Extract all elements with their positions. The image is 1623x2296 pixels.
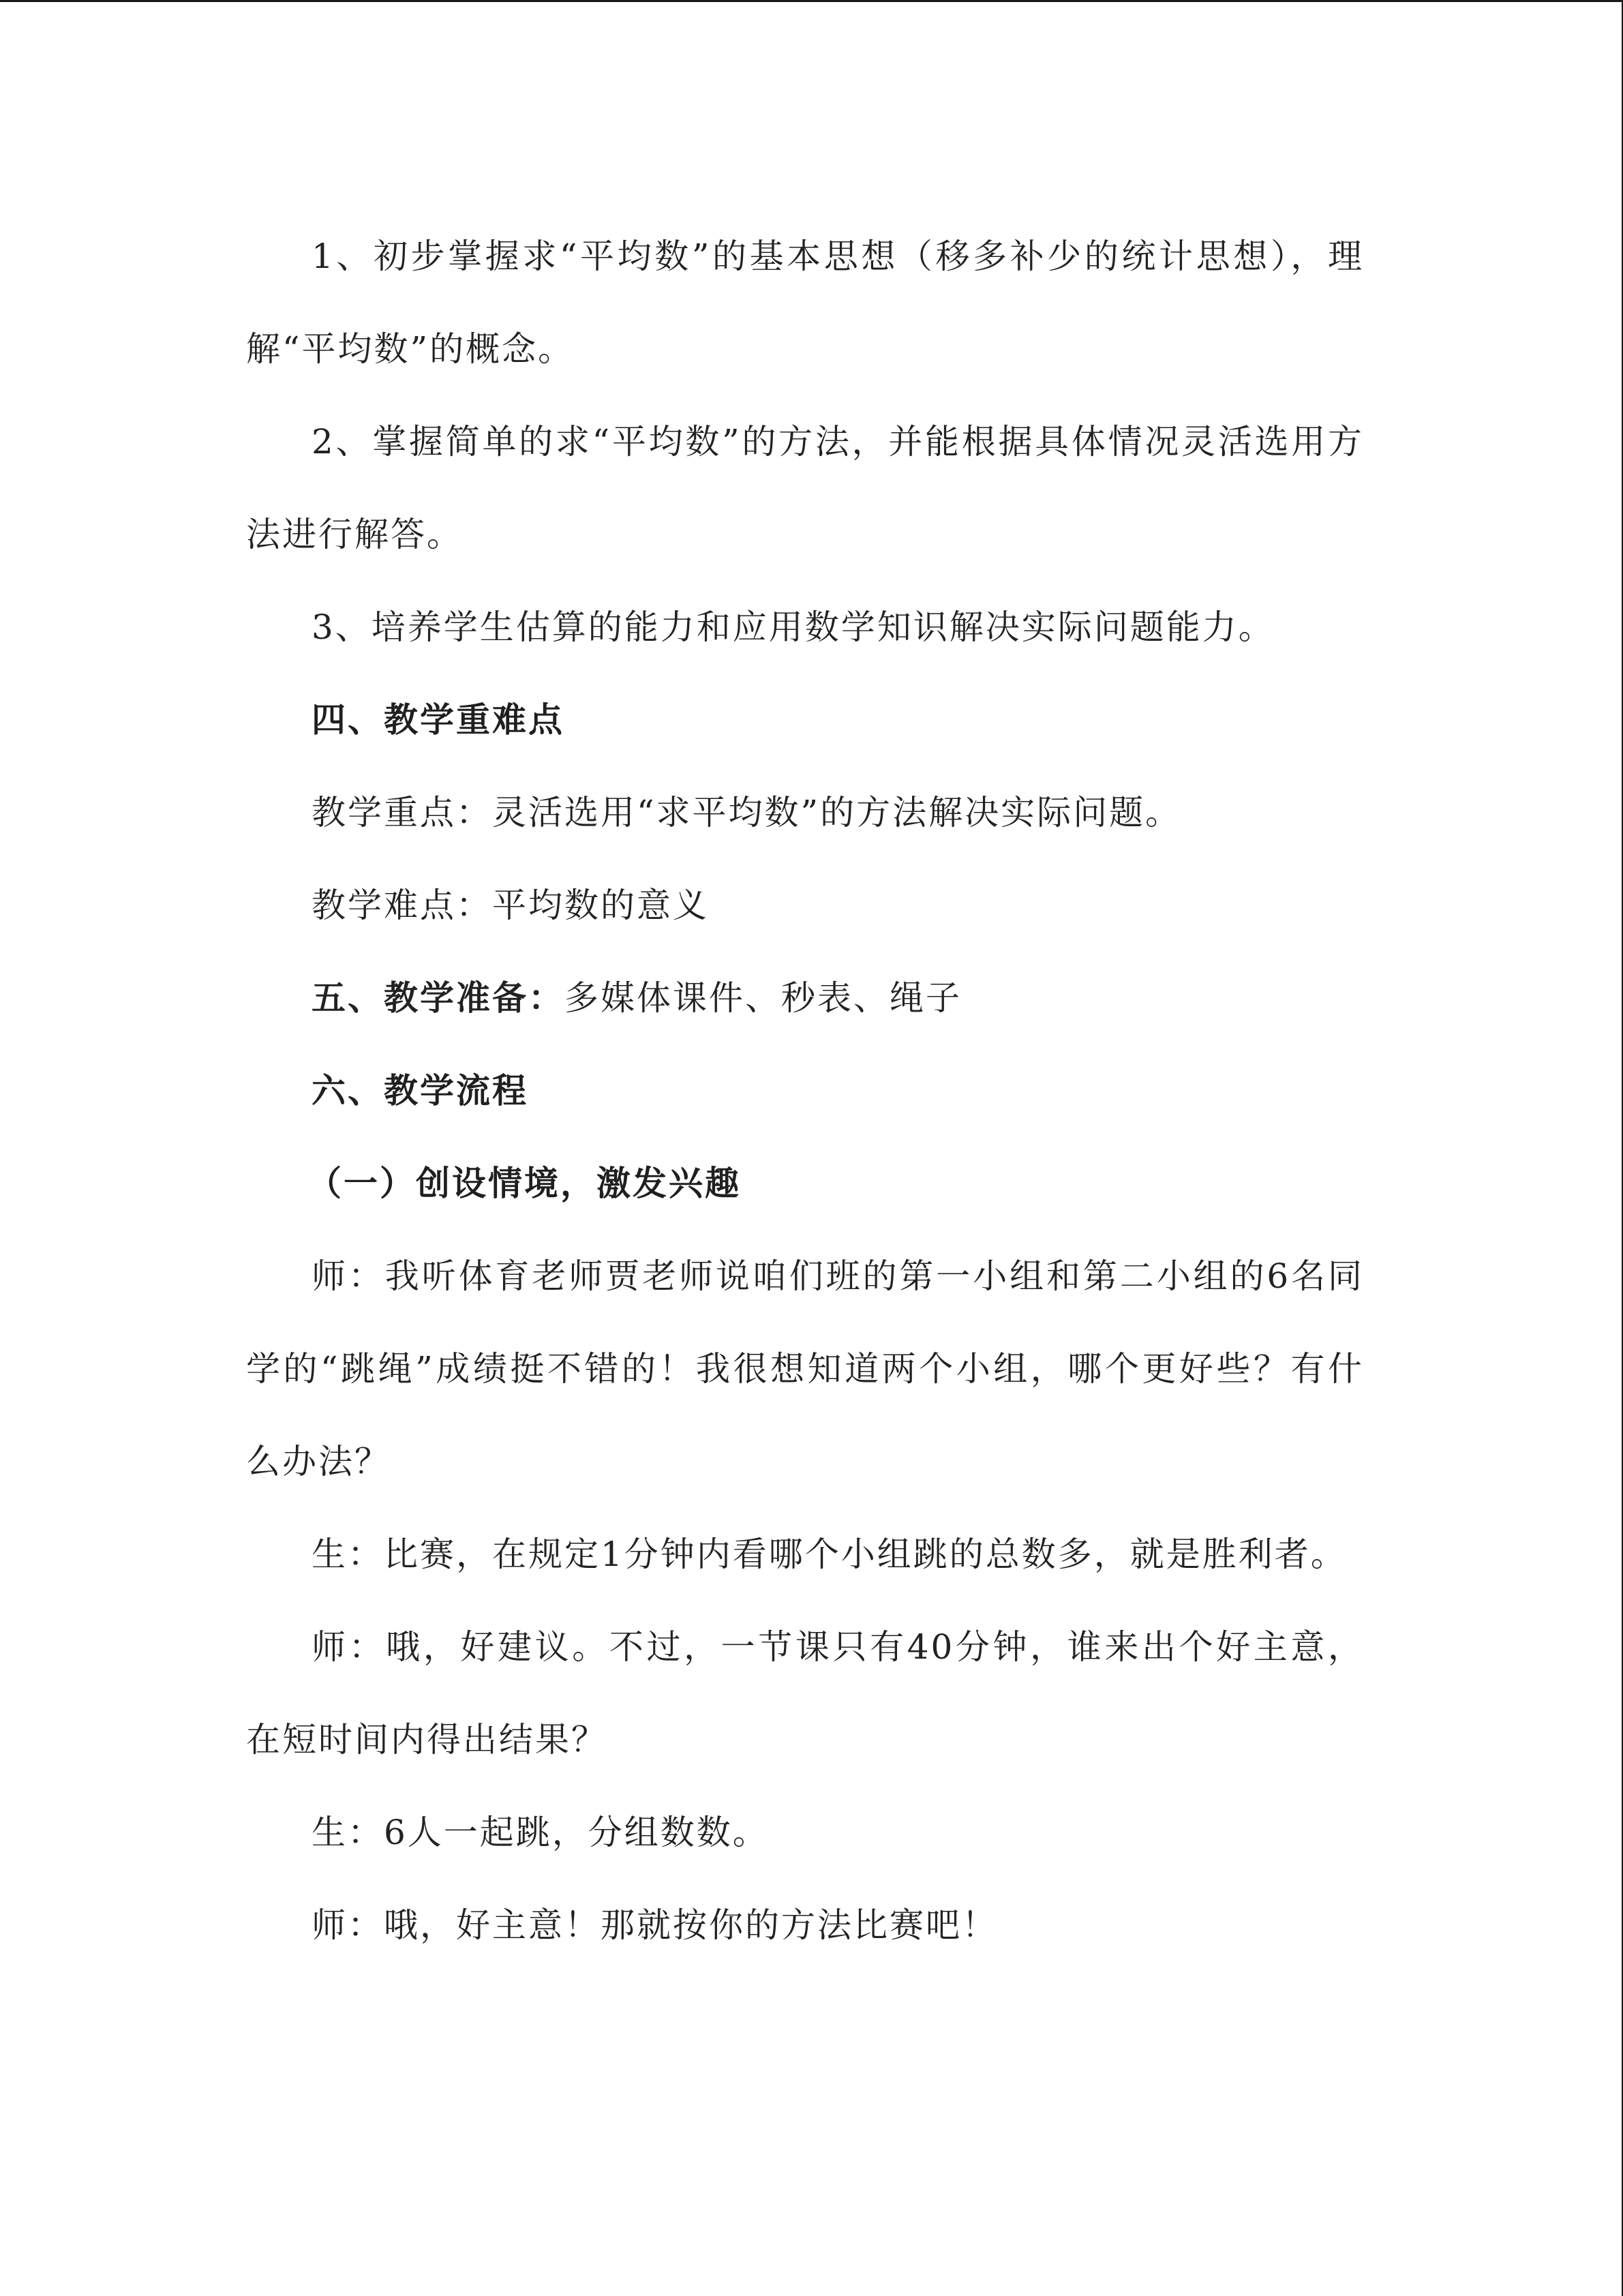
dialogue-2-paragraph: 生：比赛，在规定1分钟内看哪个小组跳的总数多，就是胜利者。 bbox=[312, 1535, 1347, 1574]
section-5-text: 多媒体课件、秒表、绳子 bbox=[564, 978, 962, 1018]
dialogue-4-paragraph: 生：6人一起跳，分组数数。 bbox=[312, 1813, 769, 1852]
key-point-paragraph: 教学重点：灵活选用“求平均数”的方法解决实际问题。 bbox=[312, 793, 1182, 832]
subsection-1-heading: （一）创设情境，激发兴趣 bbox=[307, 1164, 741, 1203]
section-5-label: 五、教学准备： bbox=[312, 978, 564, 1018]
dialogue-3-paragraph: 师：哦，好建议。不过，一节课只有40分钟，谁来出个好主意，在短时间内得出结果？ bbox=[246, 1627, 1364, 1759]
objective-3-paragraph: 3、培养学生估算的能力和应用数学知识解决实际问题能力。 bbox=[312, 607, 1275, 647]
document-body bbox=[246, 210, 1364, 1972]
objective-1-paragraph: 1、初步掌握求“平均数”的基本思想（移多补少的统计思想），理解“平均数”的概念。 bbox=[246, 237, 1364, 369]
dialogue-5-paragraph: 师：哦，好主意！那就按你的方法比赛吧！ bbox=[312, 1905, 998, 1945]
difficulty-paragraph: 教学难点：平均数的意义 bbox=[312, 886, 709, 925]
dialogue-1-paragraph: 师：我听体育老师贾老师说咱们班的第一小组和第二小组的6名同学的“跳绳”成绩挺不错的！我很想知道两个小组，哪个更好些？有什么办法？ bbox=[246, 1256, 1364, 1481]
section-6-heading: 六、教学流程 bbox=[312, 1071, 528, 1111]
section-5-paragraph bbox=[246, 952, 1364, 1044]
section-4-heading: 四、教学重难点 bbox=[312, 700, 564, 740]
objective-2-paragraph: 2、掌握简单的求“平均数”的方法，并能根据具体情况灵活选用方法进行解答。 bbox=[246, 422, 1364, 554]
